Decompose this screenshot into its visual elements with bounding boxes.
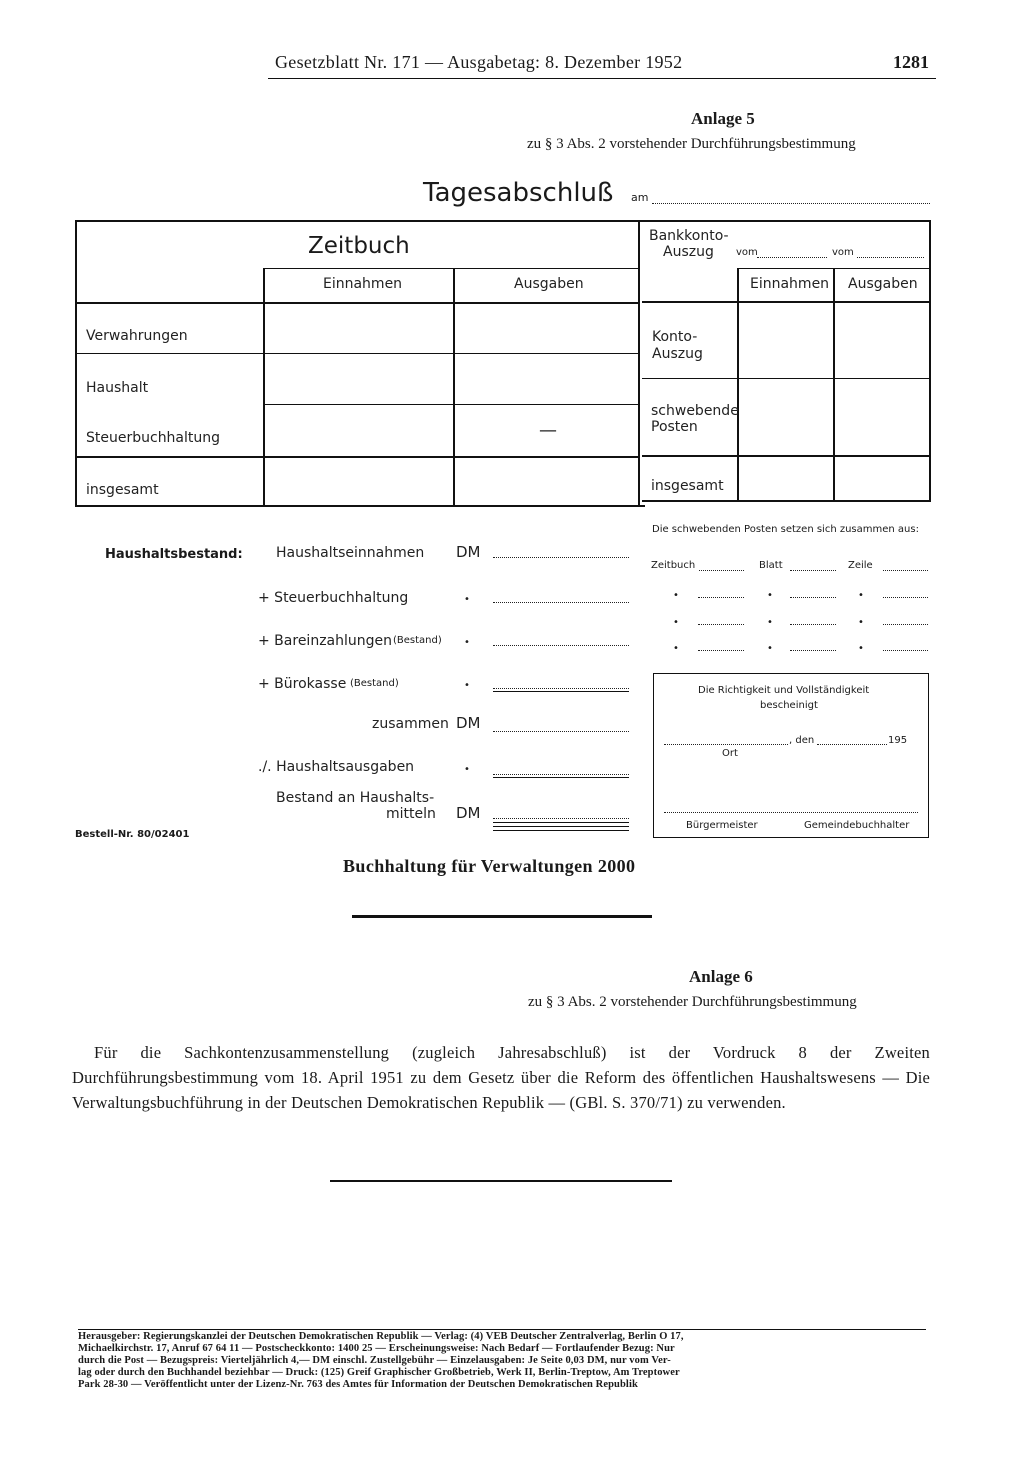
- konto-2: Auszug: [652, 346, 703, 362]
- bestand-note-4: (Bestand): [350, 678, 399, 689]
- header-rule: [268, 78, 936, 79]
- signature-gemeindebuchhalter: Gemeindebuchhalter: [804, 820, 910, 831]
- bullet: •: [858, 590, 864, 601]
- bestand-line-1: Haushaltseinnahmen: [276, 545, 425, 561]
- schwebend-blatt: Blatt: [759, 560, 783, 571]
- anlage6-title: Anlage 6: [689, 967, 753, 986]
- schwebend-zeitbuch: Zeitbuch: [651, 560, 696, 571]
- imprint-line: Michaelkirchstr. 17, Anruf 67 64 11 — Postscheckkonto: 1400 25 — Erscheinungsweise: Nach Bedarf — Fortlaufender Bezug: Nur: [78, 1343, 675, 1354]
- konto-1: Konto-: [652, 329, 698, 345]
- bestand-unit-6: •: [464, 764, 470, 775]
- bestand-unit-3: •: [464, 637, 470, 648]
- signature-buergermeister: Bürgermeister: [686, 820, 758, 831]
- row-steuerbuchhaltung: Steuerbuchhaltung: [86, 430, 221, 446]
- bullet: •: [673, 617, 679, 628]
- row-haushalt: Haushalt: [86, 380, 149, 396]
- imprint-line: lag oder durch den Buchhandel beziehbar — Druck: (125) Greif Graphischer Großbetrieb, Werk II, Berlin-Treptow, Am Treptower: [78, 1367, 680, 1378]
- bank-title-1: Bankkonto-: [649, 228, 729, 244]
- imprint-line: durch die Post — Bezugspreis: Vierteljährlich 4,— DM einschl. Zustellgebühr — Einzelausgaben: Je Seite 0,03 DM, nur vom Ver-: [78, 1355, 671, 1366]
- imprint-line: Park 28-30 — Veröffentlicht unter der Lizenz-Nr. 763 des Amtes für Information der Deutschen Demokratischen Republik: [78, 1379, 638, 1390]
- bullet: •: [673, 643, 679, 654]
- bestand-line-2: + Steuerbuchhaltung: [258, 590, 409, 606]
- separator-rule-2: [330, 1180, 672, 1182]
- col-ausgaben: Ausgaben: [514, 276, 584, 292]
- vom-label-1: vom: [736, 247, 758, 258]
- bullet: •: [858, 643, 864, 654]
- anlage5-subtitle: zu § 3 Abs. 2 vorstehender Durchführungsbestimmung: [527, 136, 856, 152]
- bestand-line-4: + Bürokasse: [258, 676, 347, 692]
- col-einnahmen: Einnahmen: [323, 276, 403, 292]
- bestand-final-1: Bestand an Haushalts-: [276, 790, 435, 806]
- running-header: Gesetzblatt Nr. 171 — Ausgabetag: 8. Dezember 1952: [275, 52, 683, 72]
- certify-line2: bescheinigt: [760, 700, 818, 711]
- page-number: 1281: [893, 52, 929, 72]
- bestand-note-3: (Bestand): [393, 635, 442, 646]
- certify-line1: Die Richtigkeit und Vollständigkeit: [698, 685, 870, 696]
- anlage6-body: Für die Sachkontenzusammenstellung (zugleich Jahresabschluß) ist der Vordruck 8 der Zweiten Durchführungsbestimmung vom 18. April 1951 zu dem Gesetz über die Reform des öffentlichen Haushaltswesens — Die Verwaltungsbuchführung in der Deutschen Demokratischen Republik — (GBl. S. 370/71) zu verwenden.: [72, 1043, 930, 1112]
- bullet: •: [767, 643, 773, 654]
- bestand-final-2: mitteln: [386, 806, 436, 822]
- schwebend-heading: Die schwebenden Posten setzen sich zusammen aus:: [652, 524, 919, 535]
- imprint: [78, 1331, 926, 1391]
- bestand-label: Haushaltsbestand:: [105, 547, 243, 562]
- bank-title-2: Auszug: [663, 244, 714, 260]
- certify-den: , den: [789, 735, 815, 746]
- schwebende-1: schwebende: [651, 403, 739, 419]
- bank-insgesamt: insgesamt: [651, 478, 724, 494]
- bestand-line-5: zusammen: [372, 716, 449, 732]
- certify-year: 195: [888, 735, 908, 746]
- bestell-nr: Bestell-Nr. 80/02401: [75, 829, 190, 840]
- bank-col-einnahmen: Einnahmen: [750, 276, 830, 292]
- imprint-line: Herausgeber: Regierungskanzlei der Deutschen Demokratischen Republik — Verlag: (4) VEB Deutscher Zentralverlag, Berlin O 17,: [78, 1331, 684, 1342]
- row-verwahrungen: Verwahrungen: [86, 328, 188, 344]
- schwebend-zeile: Zeile: [848, 560, 873, 571]
- certify-ort: Ort: [722, 748, 738, 759]
- anlage5-title: Anlage 5: [691, 109, 755, 128]
- bestand-unit-1: DM: [456, 543, 481, 561]
- bullet: •: [858, 617, 864, 628]
- am-label: am: [631, 191, 649, 204]
- separator-rule: [352, 915, 652, 918]
- anlage6-subtitle: zu § 3 Abs. 2 vorstehender Durchführungsbestimmung: [528, 994, 857, 1010]
- bestand-line-6: ./. Haushaltsausgaben: [258, 759, 415, 775]
- certification-box: [653, 673, 929, 838]
- bestand-final-unit: DM: [456, 804, 481, 822]
- footer-rule: [78, 1329, 926, 1330]
- bullet: •: [767, 617, 773, 628]
- zeitbuch-title: Zeitbuch: [308, 233, 410, 259]
- bullet: •: [767, 590, 773, 601]
- row-insgesamt: insgesamt: [86, 482, 159, 498]
- bank-col-ausgaben: Ausgaben: [848, 276, 918, 292]
- schwebende-2: Posten: [651, 419, 698, 435]
- form-title: Tagesabschluß: [423, 178, 614, 208]
- bestand-unit-4: •: [464, 680, 470, 691]
- vom-label-2: vom: [832, 247, 854, 258]
- bestand-unit-2: •: [464, 594, 470, 605]
- form-publisher: Buchhaltung für Verwaltungen 2000: [343, 856, 636, 876]
- am-date-line: [652, 203, 930, 204]
- dash-mark: —: [539, 420, 557, 441]
- bestand-unit-5: DM: [456, 714, 481, 732]
- bullet: •: [673, 590, 679, 601]
- bestand-line-3: + Bareinzahlungen: [258, 633, 392, 649]
